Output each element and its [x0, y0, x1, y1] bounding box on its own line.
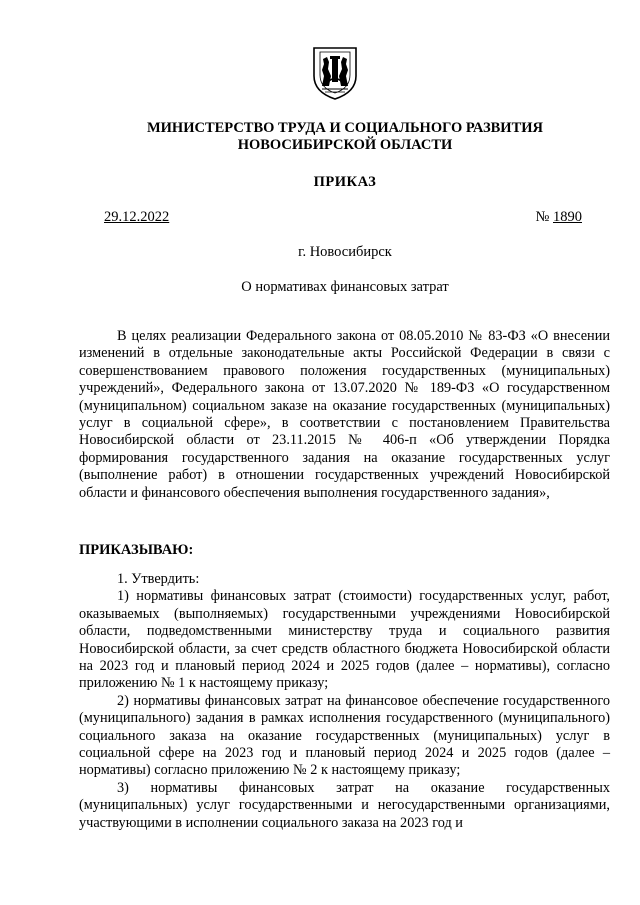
- document-date: 29.12.2022: [104, 209, 170, 225]
- ministry-name-line-2: НОВОСИБИРСКОЙ ОБЛАСТИ: [237, 137, 453, 153]
- order-word: ПРИКАЗЫВАЮ:: [79, 542, 194, 558]
- document-number-block: [536, 209, 582, 226]
- order-item-1-3: 3) нормативы финансовых затрат на оказание государственных (муниципальных) услуг государственными и негосударственными организациями, участвующими в исполнении социального заказа на 2023 год и: [79, 779, 610, 831]
- document-subject: О нормативах финансовых затрат: [241, 279, 449, 295]
- order-items-block: [79, 571, 610, 832]
- document-type: ПРИКАЗ: [313, 174, 377, 190]
- date-number-row: [104, 209, 582, 226]
- ministry-name: [60, 120, 630, 154]
- preamble-paragraph: В целях реализации Федерального закона от 08.05.2010 № 83-ФЗ «О внесении изменений в отдельные законодательные акты Российской Федерации в связи с совершенствованием правового положения государственных (муниципальных) учреждений», Федерального закона от 13.07.2020 № 189-ФЗ «О государственном (муниципальном) социальном заказе на оказание государственных (муниципальных) услуг в социальной сфере», в соответствии с постановлением Правительства Новосибирской области от 23.11.2015 № 406-п «Об утверждении Порядка формирования государственного задания на оказание государственных услуг (выполнение работ) в отношении государственных учреждений Новосибирской области и финансового обеспечения выполнения государственного задания»,: [79, 328, 610, 501]
- order-item-1-2: 2) нормативы финансовых затрат на финансовое обеспечение государственного (муниципального) задания в рамках исполнения государственного (муниципального) социального заказа на оказание государственных (муниципальных) услуг в социальной сфере на 2023 год и плановый период 2024 и 2025 годов (далее – нормативы) согласно приложению № 2 к настоящему приказу;: [79, 692, 610, 779]
- document-city: г. Новосибирск: [298, 244, 392, 260]
- preamble-block: [79, 328, 610, 502]
- order-item-1: 1. Утвердить:: [117, 571, 200, 587]
- order-item-1-1: 1) нормативы финансовых затрат (стоимости) государственных услуг, работ, оказываемых (выполняемых) государственными учреждениями Новосибирской области, подведомственными министерству труда и социального развития Новосибирской области, за счет средств областного бюджета Новосибирской области на 2023 год и плановый период 2024 и 2025 годов (далее – нормативы), согласно приложению № 1 к настоящему приказу;: [79, 588, 610, 692]
- document-number: 1890: [553, 209, 582, 225]
- coat-of-arms-emblem: [310, 42, 360, 102]
- ministry-name-line-1: МИНИСТЕРСТВО ТРУДА И СОЦИАЛЬНОГО РАЗВИТИЯ: [146, 120, 544, 136]
- document-number-prefix: №: [535, 209, 553, 225]
